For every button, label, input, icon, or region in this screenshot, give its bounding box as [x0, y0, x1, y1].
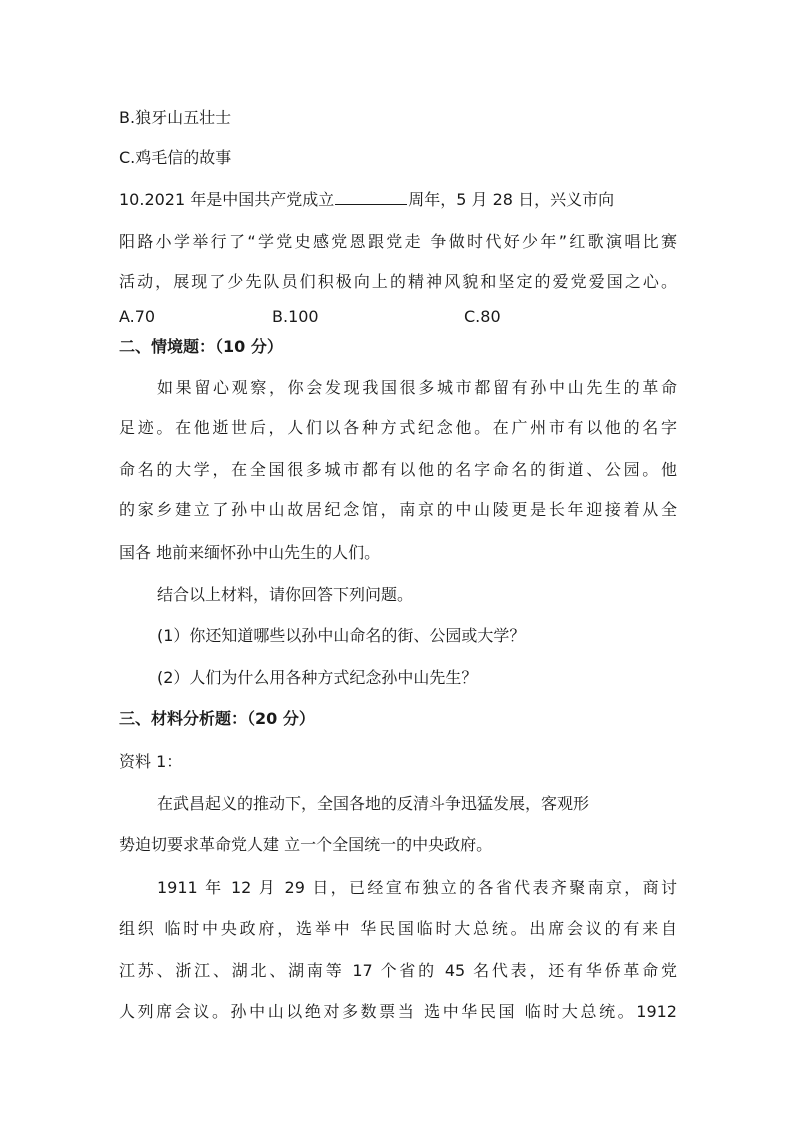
- option-b-text: B.狼牙山五壮士: [119, 108, 232, 127]
- paragraph-line: 如果留心观察，你会发现我国很多城市都留有孙中山先生的革命: [157, 378, 677, 397]
- question-10-part-2: 周年，5 月 28 日，兴义市向: [408, 190, 615, 209]
- question-10-part-1: 10.2021 年是中国共产党成立: [119, 190, 335, 209]
- material-1-label: 资料 1：: [119, 752, 183, 771]
- section-2-heading: 二、情境题：（10 分）: [119, 337, 283, 356]
- paragraph-line: 命名的大学，在全国很多城市都有以他的名字命名的街道、公园。他: [119, 460, 677, 479]
- option-a: A.70: [119, 307, 156, 326]
- material-line: 江苏、浙江、湖北、湖南等 17 个省的 45 名代表，还有华侨革命党: [119, 961, 677, 980]
- paragraph-line: 国各 地前来缅怀孙中山先生的人们。: [119, 543, 381, 562]
- material-line: 在武昌起义的推动下，全国各地的反清斗争迅猛发展，客观形: [157, 794, 590, 813]
- material-line: 人列席会议。孙中山以绝对多数票当 选中华民国 临时大总统。1912: [119, 1002, 677, 1021]
- paragraph-line: 的家乡建立了孙中山故居纪念馆，南京的中山陵更是长年迎接着从全: [119, 500, 677, 519]
- option-c-text: C.鸡毛信的故事: [119, 148, 232, 167]
- answer-blank: [335, 188, 407, 205]
- section-3-heading: 三、材料分析题：（20 分）: [119, 709, 315, 728]
- question-10-line-2: 阳路小学举行了“学党史感党恩跟党走 争做时代好少年”红歌演唱比赛: [119, 232, 677, 251]
- option-b: B.100: [272, 307, 319, 326]
- material-line: 组织 临时中央政府，选举中 华民国临时大总统。出席会议的有来自: [119, 919, 677, 938]
- sub-question-2: (2）人们为什么用各种方式纪念孙中山先生？: [157, 668, 478, 687]
- question-10-line-3: 活动，展现了少先队员们积极向上的精神风貌和坚定的爱党爱国之心。: [119, 272, 677, 291]
- sub-question-1: (1）你还知道哪些以孙中山命名的街、公园或大学？: [157, 626, 526, 645]
- material-line: 势迫切要求革命党人建 立一个全国统一的中央政府。: [119, 835, 493, 854]
- option-c: C.80: [464, 307, 501, 326]
- material-line: 1911 年 12 月 29 日，已经宣布独立的各省代表齐聚南京，商讨: [157, 878, 677, 897]
- question-10-line-1: [119, 188, 677, 212]
- instruction-line: 结合以上材料，请你回答下列问题。: [157, 585, 414, 604]
- paragraph-line: 足迹。在他逝世后，人们以各种方式纪念他。在广州市有以他的名字: [119, 418, 677, 437]
